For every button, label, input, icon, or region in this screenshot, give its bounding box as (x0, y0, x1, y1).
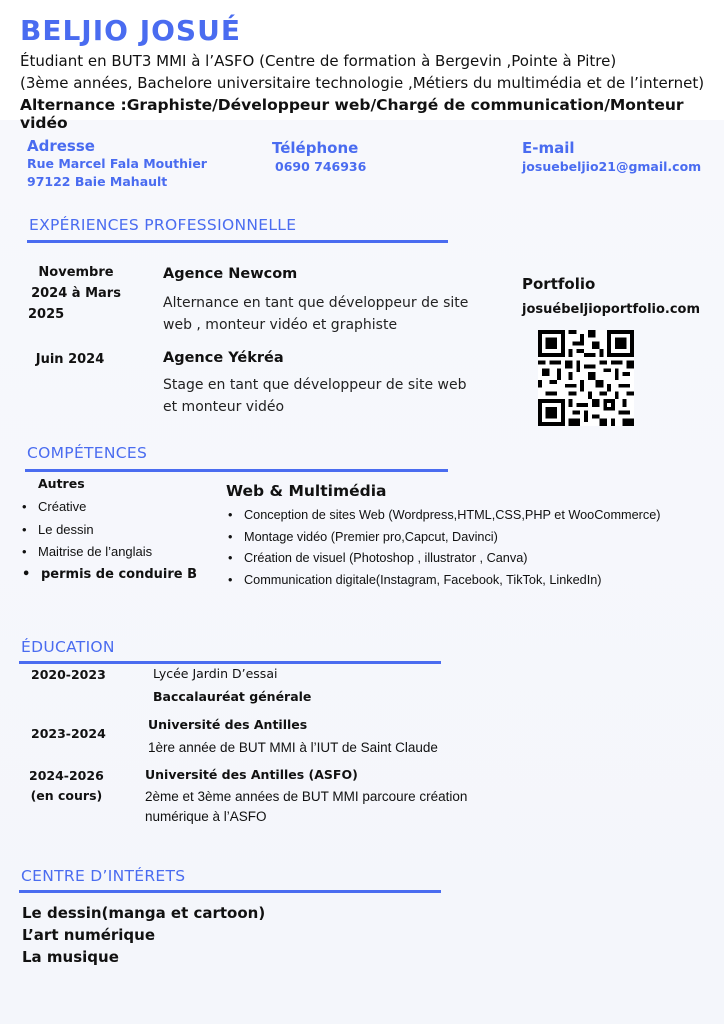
list-item: • Conception de sites Web (Wordpress,HTML,CSS,PHP et WooCommerce) (228, 505, 661, 527)
education-3-detail: 2ème et 3ème années de BUT MMI parcoure création numérique à l’ASFO (145, 789, 468, 824)
header-line-1: Étudiant en BUT3 MMI à l’ASFO (Centre de formation à Bergevin ,Pointe à Pitre) (20, 52, 617, 70)
candidate-name: BELJIO JOSUÉ (20, 14, 241, 47)
skills-other-title: Autres (38, 476, 85, 491)
list-item: La musique (22, 948, 119, 966)
education-divider (19, 661, 441, 664)
portfolio-url[interactable]: josuébeljioportfolio.com (522, 302, 701, 317)
header-line-3: Alternance :Graphiste/Développeur web/Chargé de communication/Monteur vidéo (20, 96, 684, 132)
education-1-school: Lycée Jardin D’essai (153, 666, 278, 681)
experience-1-company: Agence Newcom (163, 266, 298, 282)
education-1-detail: Baccalauréat générale (153, 689, 312, 704)
education-1-date: 2020-2023 (31, 667, 106, 682)
skills-web-list (228, 505, 661, 591)
email-label: E-mail (522, 139, 575, 157)
experience-divider (27, 240, 448, 243)
interests-list (22, 902, 265, 968)
qr-code-graphic (538, 330, 634, 426)
education-2-detail: 1ère année de BUT MMI à l’IUT de Saint Claude (148, 740, 438, 755)
list-item: • Créative (22, 496, 197, 519)
phone-label: Téléphone (272, 139, 359, 157)
skills-title: COMPÉTENCES (27, 444, 148, 462)
education-3-school: Université des Antilles (ASFO) (145, 767, 358, 782)
education-3-date: 2024-2026 (en cours) (29, 768, 104, 803)
portfolio-title: Portfolio (522, 275, 596, 293)
address-line-2: 97122 Baie Mahault (27, 174, 168, 189)
interests-divider (19, 890, 441, 893)
list-item: Le dessin(manga et cartoon) (22, 904, 266, 922)
skills-other-list (22, 496, 197, 586)
address-label: Adresse (27, 137, 95, 155)
interests-title: CENTRE D’INTÉRETS (21, 867, 186, 885)
experience-1-description: Alternance en tant que développeur de site web , monteur vidéo et graphiste (163, 295, 469, 333)
list-item: • Création de visuel (Photoshop , illustrator , Canva) (228, 548, 661, 570)
email-value[interactable]: josuebeljio21@gmail.com (522, 159, 702, 174)
experience-2-company: Agence Yékréa (163, 350, 284, 366)
header-line-2: (3ème années, Bachelore universitaire technologie ,Métiers du multimédia et de l’internet) (20, 74, 705, 92)
skills-web-title: Web & Multimédia (226, 482, 387, 500)
education-2-school: Université des Antilles (148, 717, 308, 732)
phone-value[interactable]: 0690 746936 (275, 159, 367, 174)
skills-divider (25, 469, 448, 472)
list-item: • Maitrise de l’anglais (22, 541, 197, 564)
list-item: • Montage vidéo (Premier pro,Capcut, Davinci) (228, 527, 661, 549)
list-item: • permis de conduire B (22, 564, 197, 587)
education-title: ÉDUCATION (21, 638, 115, 656)
experience-title: EXPÉRIENCES PROFESSIONNELLE (29, 216, 297, 234)
address-line-1: Rue Marcel Fala Mouthier (27, 156, 207, 171)
experience-2-date: Juin 2024 (35, 352, 105, 367)
education-2-date: 2023-2024 (31, 726, 106, 741)
list-item: L’art numérique (22, 926, 156, 944)
experience-2-description: Stage en tant que développeur de site web et monteur vidéo (163, 377, 467, 415)
list-item: • Le dessin (22, 519, 197, 542)
experience-1-date: Novembre 2024 à Mars 2025 (28, 265, 121, 322)
list-item: • Communication digitale(Instagram, Facebook, TikTok, LinkedIn) (228, 570, 661, 592)
portfolio-qr-code[interactable] (538, 330, 634, 426)
